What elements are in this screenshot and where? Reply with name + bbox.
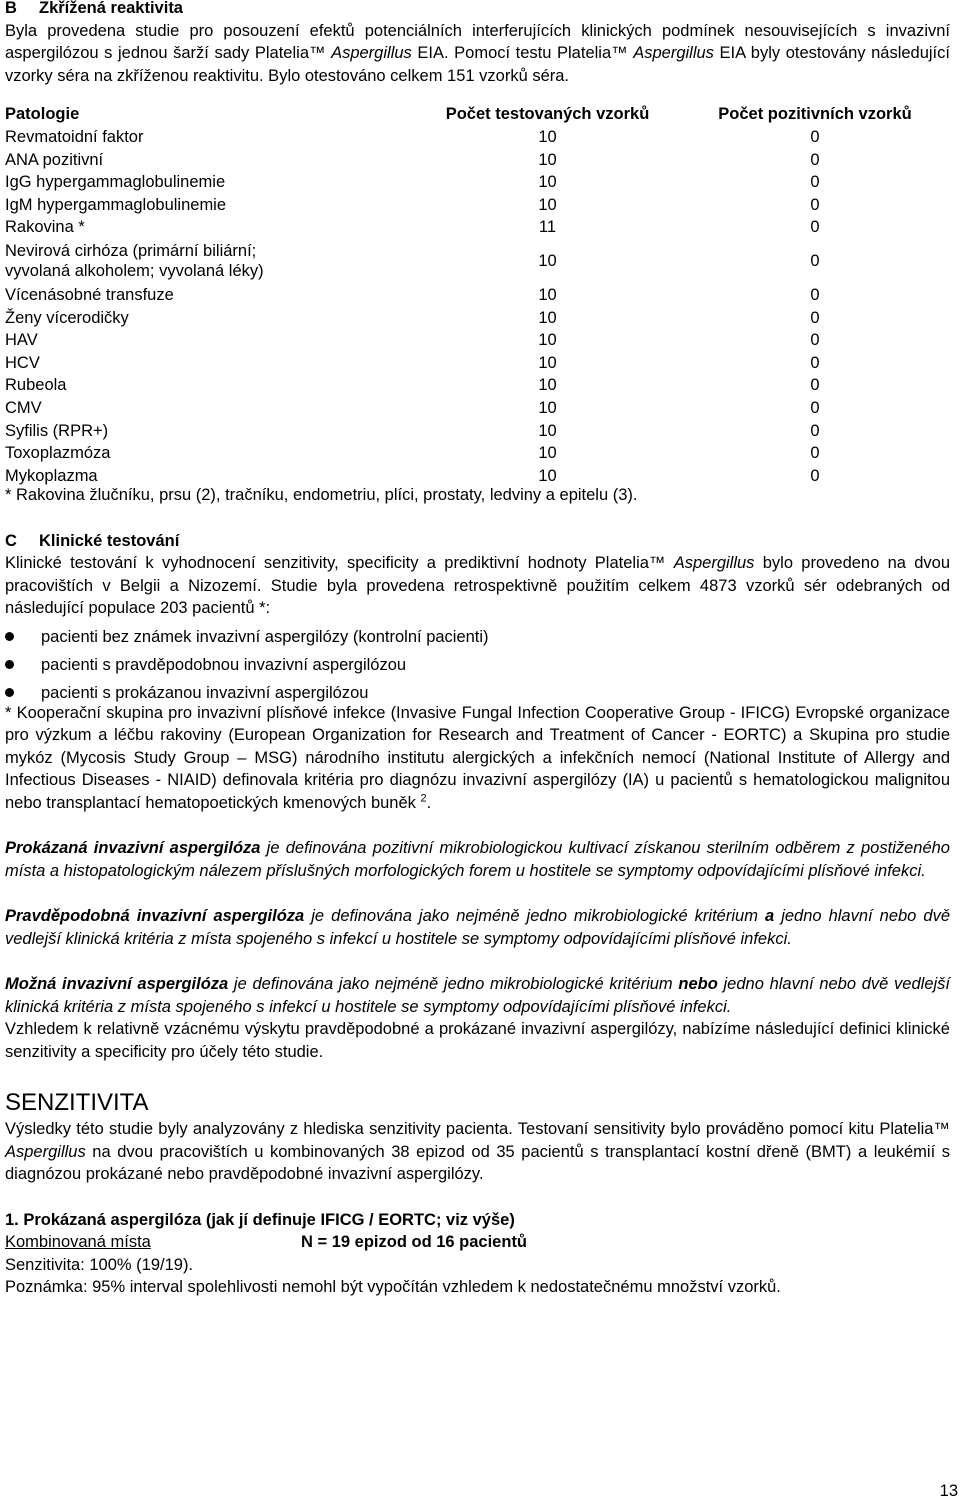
table-footnote: * Rakovina žlučníku, prsu (2), tračníku, endometriu, plíci, prostaty, ledviny a epitelu (3). (5, 486, 638, 505)
definition-term: Prokázaná invazivní aspergilóza (5, 839, 261, 858)
tested-count-cell: 10 (538, 150, 557, 169)
section-b-heading (5, 0, 950, 20)
table-header-row (5, 102, 950, 126)
tested-count-cell: 10 (538, 444, 557, 463)
positive-count-cell: 0 (810, 398, 820, 417)
sensitivity-text: Výsledky této studie byly analyzovány z hlediska senzitivity pacienta. Testovaní sensitivity bylo prováděno pomocí kitu Platelia™ (5, 1120, 950, 1139)
bullet-icon (5, 660, 14, 669)
positive-count-cell: 0 (810, 466, 820, 485)
reference-superscript: 2 (420, 792, 427, 805)
pathology-cell: CMV (5, 398, 42, 417)
table-row (5, 216, 950, 239)
cell-line: vyvolaná alkoholem; vyvolaná léky) (5, 262, 264, 281)
header-pathology: Patologie (5, 104, 80, 123)
sensitivity-intro (5, 1118, 950, 1186)
note-text: . (426, 793, 432, 812)
section-letter: B (5, 0, 17, 17)
list-item-text: pacienti bez známek invazivní aspergilózy (kontrolní pacienti) (41, 627, 489, 646)
definition-text: je definována pozitivní mikrobiologickou kultivací získanou sterilním odběrem z postiženého místa a histopatologickým nálezem příslušných morfologických forem u hostitele se symptomy odpovídajícími plísňové infekci. (5, 839, 950, 880)
intro-italic: Aspergillus (331, 44, 412, 62)
table-row (5, 284, 950, 307)
clinical-text: Klinické testování k vyhodnocení senzitivity, specificity a prediktivní hodnoty Platelia™ (5, 554, 674, 573)
cross-reactivity-table (5, 102, 950, 487)
list-item (5, 680, 950, 708)
positive-count-cell: 0 (810, 331, 820, 350)
definition-emphasis: nebo (678, 975, 718, 994)
clinical-italic: Aspergillus (673, 554, 755, 573)
section-title: Zkřížená reaktivita (39, 0, 183, 17)
document-page (5, 0, 950, 1299)
tested-count-cell: 10 (538, 466, 557, 485)
positive-count-cell: 0 (810, 150, 820, 169)
tested-count-cell: 10 (538, 421, 557, 440)
positive-count-cell: 0 (810, 173, 820, 192)
list-item (5, 624, 950, 652)
pathology-cell: Mykoplazma (5, 466, 98, 485)
table-row (5, 397, 950, 420)
sensitivity-text: na dvou pracovištích u kombinovaných 38 epizod od 35 pacientů s transplantací kostní dřeně (BMT) a leukémií s diagnózou prokázané nebo pravděpodobné invazivní aspergilózy. (5, 1142, 950, 1184)
confidence-note: Poznámka: 95% interval spolehlivosti nemohl být vypočítán vzhledem k nedostatečnému množství vzorků. (5, 1278, 781, 1297)
section-c-heading (5, 530, 950, 553)
table-row (5, 126, 950, 149)
patient-group-list (5, 624, 950, 708)
page-number: 13 (939, 1482, 958, 1500)
definition-text: je definována jako nejméně jedno mikrobiologické kritérium (304, 907, 765, 926)
tested-count-cell: 10 (538, 128, 557, 147)
combined-sites-label: Kombinovaná místa (5, 1233, 151, 1252)
clinical-text: bylo provedeno na dvou pracovištích v Belgii a Nizozemí. Studie byla provedena retrospektivně použitím celkem 4873 vzorků sér odebraných od následující populace 203 pacientů *: (5, 554, 951, 618)
tested-count-cell: 10 (538, 331, 557, 350)
definition-text: jedno hlavní nebo dvě vedlejší klinická kritéria z místa spojeného s infekcí u hostitele se symptomy odpovídajícími plísňové infekci. (5, 975, 950, 1016)
bullet-icon (5, 688, 14, 697)
pathology-cell: Rakovina * (5, 218, 85, 237)
sensitivity-result: Senzitivita: 100% (19/19). (5, 1255, 194, 1274)
table-row (5, 149, 950, 172)
intro-text: EIA byly otestovány následující vzorky séra na zkříženou reaktivitu. Bylo otestováno celkem 151 vzorků séra. (5, 44, 950, 85)
table-row (5, 374, 950, 397)
positive-count-cell: 0 (810, 308, 820, 327)
definition-proven (5, 837, 950, 882)
tested-count-cell: 10 (538, 195, 557, 214)
cooperative-group-note (5, 702, 950, 815)
pathology-cell: HCV (5, 353, 40, 372)
tested-count-cell: 10 (538, 398, 557, 417)
positive-count-cell: 0 (810, 421, 820, 440)
pathology-cell: Rubeola (5, 376, 67, 395)
positive-count-cell: 0 (810, 376, 820, 395)
combined-sites-value: N = 19 epizod od 16 pacientů (301, 1233, 528, 1252)
definition-possible (5, 973, 950, 1018)
pathology-cell: Ženy vícerodičky (5, 308, 129, 327)
bullet-icon (5, 632, 14, 641)
positive-count-cell: 0 (810, 444, 820, 463)
sensitivity-heading: SENZITIVITA (5, 1089, 149, 1117)
definition-emphasis: a (764, 907, 775, 926)
tested-count-cell: 10 (538, 353, 557, 372)
pathology-cell: Syfilis (RPR+) (5, 421, 109, 440)
definition-term: Pravděpodobná invazivní aspergilóza (5, 907, 305, 926)
table-body (5, 126, 950, 487)
pathology-cell: IgG hypergammaglobulinemie (5, 173, 226, 192)
table-row (5, 194, 950, 217)
table-row (5, 352, 950, 375)
positive-count-cell: 0 (810, 353, 820, 372)
positive-count-cell: 0 (810, 128, 820, 147)
tested-count-cell: 10 (538, 173, 557, 192)
list-item-text: pacienti s prokázanou invazivní aspergilózou (41, 683, 369, 702)
note-text: * Kooperační skupina pro invazivní plísňové infekce (Invasive Fungal Infection Cooperative Group - IFICG) Evropské organizace pro výzkum a léčbu rakoviny (European Organization for Research and Treatment of Cancer - EORTC) a Skupina pro studie mykóz (Mycosis Study Group – MSG) národního institutu alergických a infekčních nemocí (National Institute of Allergy and Infectious Diseases - NIAID) definovala kritéria pro diagnózu invazivní aspergilózy (IA) u pacientů s hematologickou malignitou nebo transplantací hematopoetických kmenových buněk (5, 703, 950, 812)
pathology-cell (5, 239, 415, 284)
intro-text: Byla provedena studie pro posouzení efektů potenciálních interferujících klinických podmínek nesouvisejících s invazivní aspergilózou s jednou šarží sady Platelia™ (5, 21, 950, 62)
clinical-intro (5, 552, 950, 620)
rarity-note: Vzhledem k relativně vzácnému výskytu pravděpodobné a prokázané invazivní aspergilózy, nabízíme následující definici klinické senzitivity a specificity pro účely této studie. (5, 1020, 950, 1061)
pathology-cell: HAV (5, 331, 38, 350)
table-row (5, 442, 950, 465)
intro-italic: Aspergillus (633, 44, 714, 62)
definition-text: jedno hlavní nebo dvě vedlejší klinická kritéria z místa spojeného s infekcí u hostitele se symptomy odpovídajícími plísňové infekci. (5, 907, 950, 948)
tested-count-cell: 11 (538, 218, 557, 237)
pathology-cell: Toxoplazmóza (5, 444, 111, 463)
cross-reactivity-intro (5, 20, 950, 88)
tested-count-cell: 10 (538, 376, 557, 395)
table-row (5, 239, 950, 284)
definition-text: je definována jako nejméně jedno mikrobiologické kritérium (228, 975, 679, 994)
pathology-cell: IgM hypergammaglobulinemie (5, 195, 227, 214)
section-letter: C (5, 531, 17, 550)
cell-line: Nevirová cirhóza (primární biliární; (5, 242, 257, 261)
table-row (5, 329, 950, 352)
section-title: Klinické testování (39, 531, 180, 550)
definition-probable (5, 905, 950, 950)
sensitivity-italic: Aspergillus (5, 1142, 86, 1161)
definition-term: Možná invazivní aspergilóza (5, 975, 229, 994)
combined-sites-line (5, 1231, 950, 1254)
tested-count-cell: 10 (538, 308, 557, 327)
positive-count-cell: 0 (810, 218, 820, 237)
header-tested: Počet testovaných vzorků (445, 104, 650, 123)
positive-count-cell: 0 (810, 286, 820, 305)
positive-count-cell: 0 (810, 195, 820, 214)
positive-count-cell: 0 (810, 252, 820, 271)
pathology-cell: Revmatoidní faktor (5, 128, 144, 147)
proven-subheading: 1. Prokázaná aspergilóza (jak jí definuje IFICG / EORTC; viz výše) (5, 1210, 515, 1229)
list-item-text: pacienti s pravděpodobnou invazivní aspergilózou (41, 655, 407, 674)
list-item (5, 652, 950, 680)
tested-count-cell: 10 (538, 286, 557, 305)
pathology-cell: ANA pozitivní (5, 150, 104, 169)
header-positive: Počet pozitivních vzorků (718, 104, 912, 123)
tested-count-cell: 10 (538, 252, 557, 271)
table-row (5, 171, 950, 194)
pathology-cell: Vícenásobné transfuze (5, 286, 174, 305)
table-row (5, 307, 950, 330)
table-row (5, 420, 950, 443)
intro-text: EIA. Pomocí testu Platelia™ (411, 44, 634, 62)
